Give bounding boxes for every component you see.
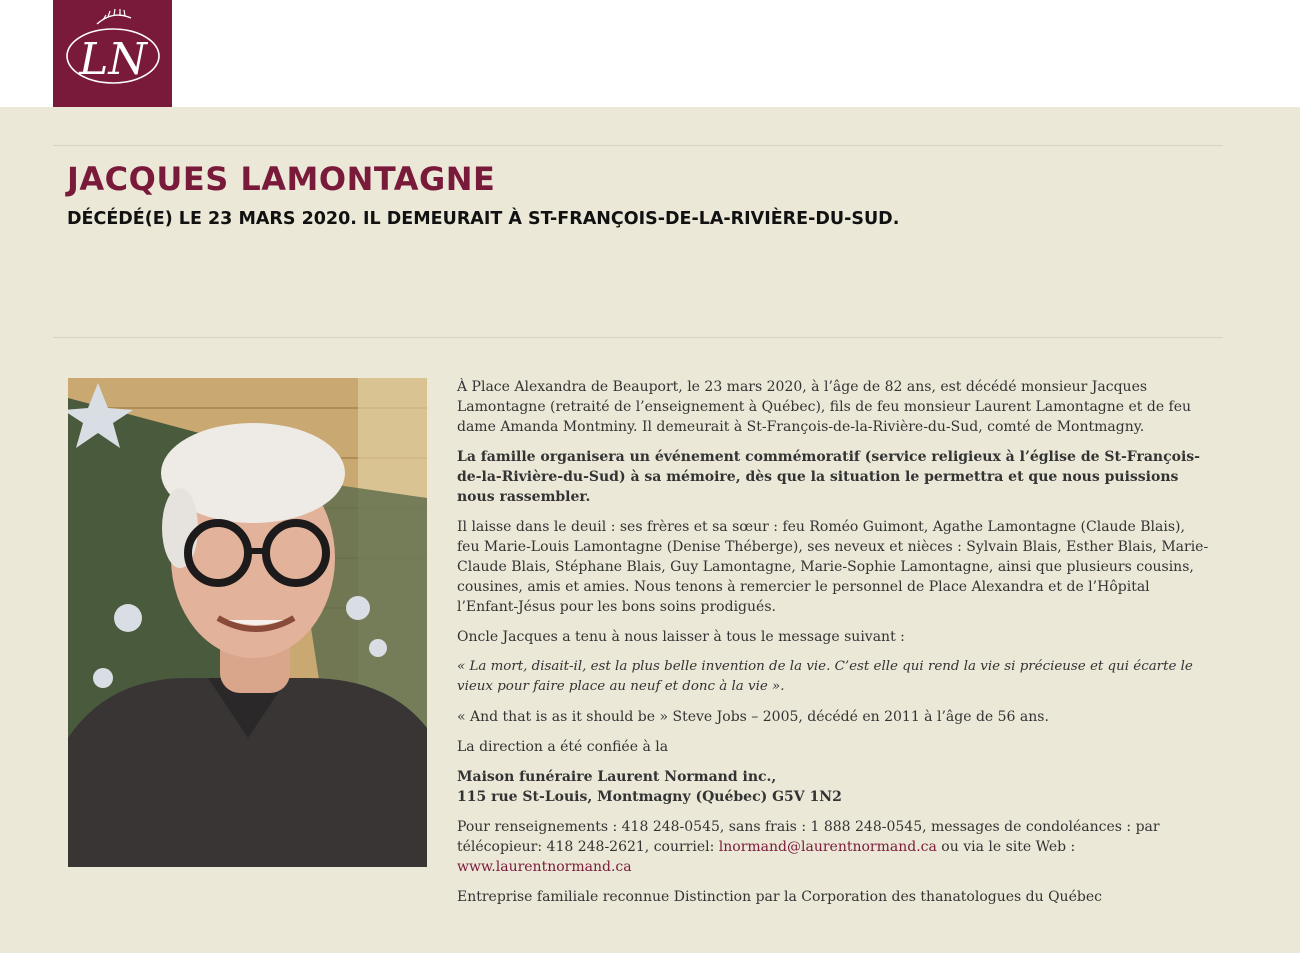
contact-text: ou via le site Web : — [936, 839, 1076, 855]
obituary-paragraph: La direction a été confiée à la — [457, 739, 669, 755]
memorial-announcement: La famille organisera un événement commémoratif (service religieux à l’église de St-François-de-la-Rivière-du-Sud) à sa mémoire, dès que la situation le permettra et que nous puissions nous rassembler. — [457, 449, 1200, 505]
obituary-paragraph: « And that is as it should be » Steve Jobs – 2005, décédé en 2011 à l’âge de 56 ans. — [457, 709, 1049, 725]
funeral-home-name: Maison funéraire Laurent Normand inc., — [457, 769, 777, 785]
obituary-text — [457, 377, 1209, 917]
contact-text: Pour renseignements : 418 248-0545, sans frais : 1 888 248-0545, messages de condoléances : par télécopieur: 418 248-2621, courriel: — [457, 819, 1160, 855]
website-link[interactable]: www.laurentnormand.ca — [457, 859, 632, 875]
funeral-home-address: 115 rue St-Louis, Montmagny (Québec) G5V 1N2 — [457, 789, 842, 805]
contact-info — [457, 817, 1209, 877]
funeral-home-info — [457, 767, 1209, 807]
page-title: JACQUES LAMONTAGNE — [67, 160, 496, 198]
email-link[interactable]: lnormand@laurentnormand.ca — [718, 839, 937, 855]
svg-text:LN: LN — [79, 34, 147, 85]
ln-monogram-icon — [53, 0, 172, 107]
logo[interactable] — [53, 0, 172, 107]
obituary-paragraph: Il laisse dans le deuil : ses frères et sa sœur : feu Roméo Guimont, Agathe Lamontagne (Claude Blais), feu Marie-Louis Lamontagne (Denise Théberge), ses neveux et nièces : Sylvain Blais, Esther Blais, Marie-Claude Blais, Stéphane Blais, Guy Lamontagne, Marie-Sophie Lamontagne, ainsi que plusieurs cousins, cousines, amis et amies. Nous tenons à remercier le personnel de Place Alexandra et de l’Hôpital l’Enfant-Jésus pour les bons soins prodigués. — [457, 519, 1209, 615]
obituary-paragraph: Oncle Jacques a tenu à nous laisser à tous le message suivant : — [457, 629, 905, 645]
top-bar — [0, 0, 1300, 107]
divider — [53, 145, 1223, 146]
portrait-photo — [68, 378, 427, 867]
divider — [53, 337, 1223, 338]
footer-note: Entreprise familiale reconnue Distinction par la Corporation des thanatologues du Québec — [457, 889, 1102, 905]
quote: « La mort, disait-il, est la plus belle invention de la vie. C’est elle qui rend la vie si précieuse et qui écarte le vieux pour faire place au neuf et donc à la vie ». — [457, 659, 1193, 694]
obituary-paragraph: À Place Alexandra de Beauport, le 23 mars 2020, à l’âge de 82 ans, est décédé monsieur Jacques Lamontagne (retraité de l’enseignement à Québec), fils de feu monsieur Laurent Lamontagne et de feu dame Amanda Montminy. Il demeurait à St-François-de-la-Rivière-du-Sud, comté de Montmagny. — [457, 379, 1192, 435]
death-notice-subtitle: DÉCÉDÉ(E) LE 23 MARS 2020. IL DEMEURAIT À ST-FRANÇOIS-DE-LA-RIVIÈRE-DU-SUD. — [67, 209, 900, 229]
